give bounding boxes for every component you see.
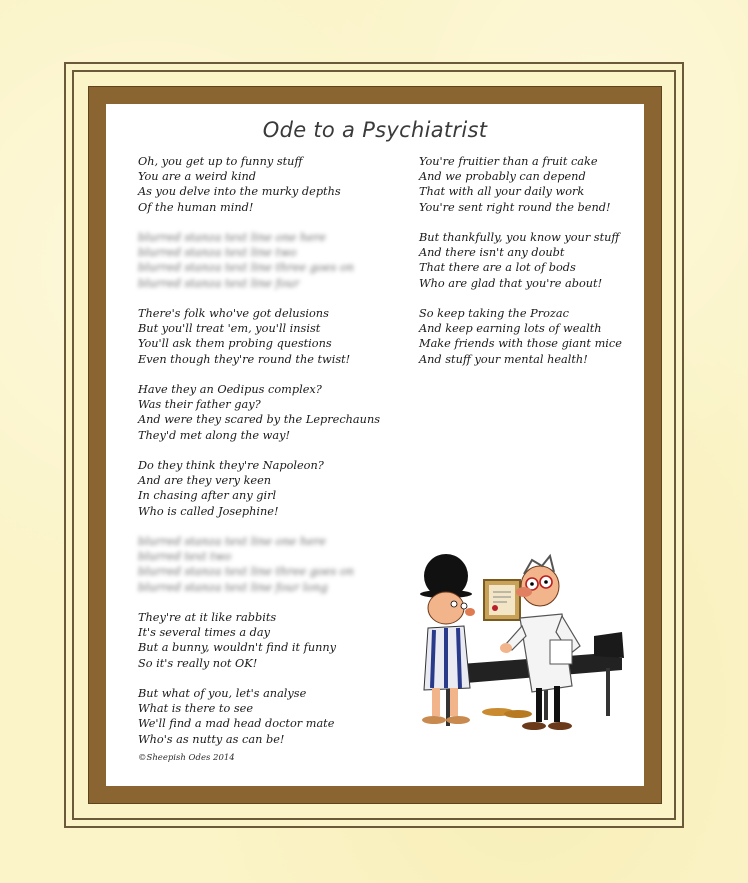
poem-stanza <box>138 382 388 443</box>
poem-line: They'd met along the way! <box>138 428 291 442</box>
poem-line: And are they very keen <box>138 474 272 488</box>
poem-stanza <box>138 306 388 367</box>
poem-stanza <box>138 154 388 215</box>
poem-line: Who are glad that you're about! <box>419 276 603 290</box>
poem-stanza <box>419 306 634 367</box>
poem-line: Oh, you get up to funny stuff <box>138 155 303 168</box>
poem-line: It's several times a day <box>138 626 270 640</box>
poem-line: blurred text two <box>138 550 232 564</box>
poem-stanza <box>138 686 388 747</box>
poem-line: You'll ask them probing questions <box>138 337 332 351</box>
poem-stanza <box>138 610 388 671</box>
copyright-notice: ©Sheepish Odes 2014 <box>138 753 235 763</box>
poem-line: Even though they're round the twist! <box>138 352 351 366</box>
poem-line: And stuff your mental health! <box>419 352 588 366</box>
poem-line: You're fruitier than a fruit cake <box>419 155 598 168</box>
blurred-stanza <box>138 230 388 291</box>
poem-stanza <box>419 230 634 291</box>
poem-line: You're sent right round the bend! <box>419 200 611 214</box>
poem-line: Who is called Josephine! <box>138 504 279 518</box>
poem-line: blurred stanza text line four long <box>138 580 328 594</box>
poem-line: They're at it like rabbits <box>138 611 277 624</box>
poem-paper <box>106 104 644 786</box>
poem-line: blurred stanza text line two <box>138 246 297 260</box>
poem-line: In chasing after any girl <box>138 489 277 503</box>
poem-line: And we probably can depend <box>419 170 586 184</box>
poem-line: But thankfully, you know your stuff <box>419 231 620 244</box>
poem-line: And keep earning lots of wealth <box>419 322 602 336</box>
poem-line: Do they think they're Napoleon? <box>138 459 324 472</box>
poem-line: But you'll treat 'em, you'll insist <box>138 322 321 336</box>
poem-line: Who's as nutty as can be! <box>138 732 285 746</box>
poem-line: blurred stanza text line one here <box>138 231 326 244</box>
poem-line: So it's really not OK! <box>138 656 258 670</box>
diploma-icon <box>484 580 520 620</box>
poem-line: That there are a lot of bods <box>419 261 576 275</box>
poem-line: But what of you, let's analyse <box>138 687 307 700</box>
poem-line: As you delve into the murky depths <box>138 185 341 199</box>
poem-stanza <box>419 154 634 215</box>
poem-line: Of the human mind! <box>138 200 254 214</box>
poem-stanza <box>138 458 388 519</box>
poem-title: Ode to a Psychiatrist <box>262 118 488 142</box>
blurred-stanza <box>138 534 388 595</box>
poem-line: And there isn't any doubt <box>419 246 565 260</box>
poem-line: But a bunny, wouldn't find it funny <box>138 641 337 655</box>
slippers-icon <box>482 708 532 718</box>
poem-line: We'll find a mad head doctor mate <box>138 717 335 731</box>
poem-left-column <box>138 154 388 762</box>
poem-right-column <box>419 154 634 382</box>
poem-line: And were they scared by the Leprechauns <box>138 413 381 427</box>
poem-line: That with all your daily work <box>419 185 585 199</box>
poem-line: Have they an Oedipus complex? <box>138 383 322 396</box>
cartoon-illustration <box>394 536 634 736</box>
poem-line: blurred stanza text line three goes on <box>138 261 354 275</box>
poem-line: blurred stanza text line three goes on <box>138 565 354 579</box>
poem-line: What is there to see <box>138 702 254 716</box>
poem-line: So keep taking the Prozac <box>419 307 569 320</box>
poem-line: Was their father gay? <box>138 398 261 412</box>
poem-line: blurred stanza text line one here <box>138 535 326 548</box>
poem-line: There's folk who've got delusions <box>138 307 329 320</box>
poem-line: You are a weird kind <box>138 170 257 184</box>
poem-line: Make friends with those giant mice <box>419 337 622 351</box>
poem-line: blurred stanza text line four <box>138 276 300 290</box>
